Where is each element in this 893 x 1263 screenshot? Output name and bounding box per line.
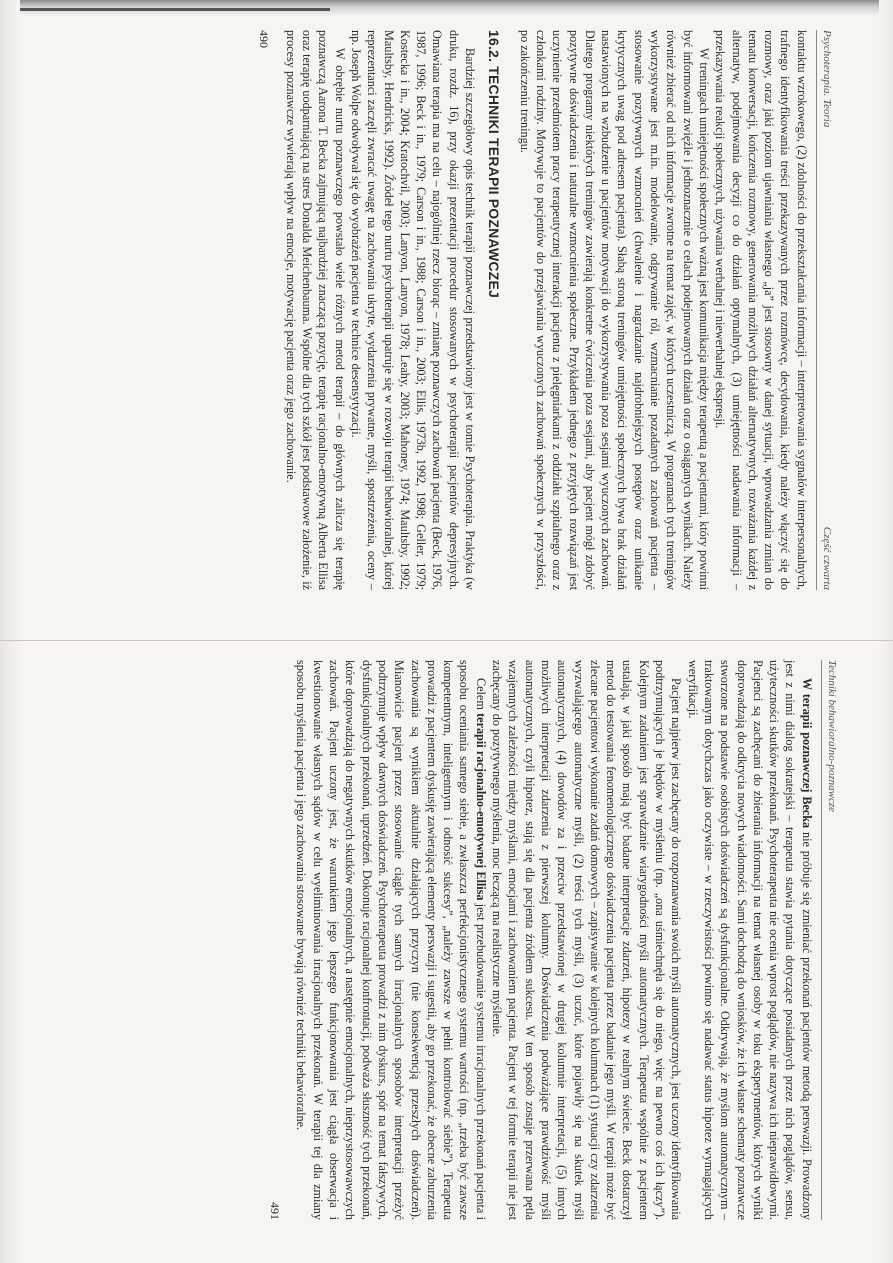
page-491 (50, 660, 840, 1220)
running-head (821, 660, 840, 1220)
page-490 (55, 30, 835, 590)
scan-artifact (0, 8, 330, 11)
running-head-right: Część czwarta (821, 526, 833, 590)
paragraph: Bardziej szczegółowy opis technik terapii poznawczej przedstawiony jest w tomie Psychoterapia. Praktyka (w druku, rozdz. 16), przy okazji prezentacji procedur stosowanych w psychoterapii pacjentów depresyjnych. Omawiana terapia ma na celu – najogólniej rzecz biorąc – zmianę poznawczych zachowań pacjenta (Beck, 1976, 1987, 1996; Beck i in., 1979; Carson i in., 1988; Carson i in., 2003; Ellis, 1973b, 1992, 1998; Geller, 1979; Kostecka i in., 2004; Kratochvil, 2003; Lanyon, Lanyon, 1978; Leahy, 2003; Mahoney, 1974; Maultsby, 1992; Maultsby, Hendricks, 1992). Źródeł tego nurtu psychoterapii upatruje się w rozwoju terapii behawioralnej, której reprezentanci zaczęli zwracać uwagę na zachowania ukryte, wydarzenia prywatne, myśli, spostrzeżenia, oceny – np. Joseph Wolpe odwoływał się do wyobrażeń pacjenta w technice desensytyzacji. (348, 30, 478, 590)
page-margin-left (0, 0, 20, 1263)
section-title: 16.2. TECHNIKI TERAPII POZNAWCZEJ (486, 30, 503, 298)
paragraph: W treningach umiejętności społecznych ważną jest komunikacja między terapeutą a pacjentami, który powinni być informowani zwięźle i jednoznacznie o celach podejmowanych działań oraz o osiąganych wynikach. Należy również zbierać od nich informacje zwrotne na temat zajęć, w których uczestniczą. W programach tych treningów wykorzystywane jest m.in. modelowanie, odgrywanie ról, wzmacnianie pozadanych zachowań pacjenta – stosowanie pozytywnych wzmocnień (chwalenie i nagradzanie najdrobniejszych postępów oraz unikanie krytycznych uwag pod adresem pacjenta). Słabą stroną treningów umiejętności społecznych bywa brak działań nastawionych na wzbudzenie u pacjentów motywacji do wykorzystywania poza sesjami wyuczonych zachowań. Dlatego programy niektórych treningów zawierają konkretne ćwiczenia poza sesjami, aby pacjent mógł zdobyć pozytywne doświadczenia i naturalne wzmocnienia społeczne. Przykładem jednego z przyjętych rozwiązań jest uczynienie przedmiotem pracy terapeutycznej interakcji pacjenta z pielęgniarkami z oddziału szpitalnego oraz z członkami rodziny. Motywuje to pacjentów do przejawiania wyuczonych zachowań społecznych w przyszłości, po zakończeniu treningu. (517, 30, 711, 590)
running-head (816, 30, 835, 590)
paragraph: Celem terapii racjonalno-emotywnej Ellisa jest przebudowanie systemu irracjonalnych przekonań pacjenta i sposobu oceniania samego siebie, a zwłaszcza perfekcjonistycznego systemu wartości (np. „trzeba być zawsze kompetentnym, inteligentnym i odnosić sukcesy”, „należy zawsze w pełni kontrolować siebie”). Terapeuta prowadzi z pacjentem dyskusję zawierającą elementy perswazji i sugestii, aby go przekonać, że obecne zaburzenia zachowania są wynikiem aktualnie działających przyczyn (nie konsekwencją przeszłych doświadczeń). Mianowicie pacjent przez stosowanie ciągle tych samych irracjonalnych sposobów interpretacji przeżyć podtrzymuje wpływ dawnych doświadczeń. Psychoterapeuta prowadzi z nim dyskurs, spór na temat fałszywych, dysfunkcjonalnych przekonań, uprzedzeń. Dokonuje racjonalnej konfrontacji, podważa słuszność tych przekonań, które doprowadzają do negatywnych skutków emocjonalnych, a następnie emocjonalnych, nieprzystosowawczych zachowań. Pacjent uczony jest, że warunkiem jego lepszego funkcjonowania jest ciągła obserwacja i kwestionowanie własnych sądów w celu wyeliminowania irracjonalnych przekonań. W terapii tej dla zmiany sposobu myślenia pacjenta i jego zachowania stosowane bywają również techniki behawioralne. (294, 660, 488, 1220)
paragraph: W obrębie nurtu poznawczego powstało wiele różnych metod terapii – do głównych zalicza się terapię poznawczą Aarona T. Becka zajmującą najbardziej znaczącą pozycję, terapię racjonalno-emotywną Alberta Ellisa oraz terapię uodparniającą na stres Donalda Meichenbauma. Wspólne dla tych szkół jest podstawowe założenie, iż procesy poznawcze wywierają wpływ na emocje, motywację pacjenta oraz jego zachowanie. (283, 30, 347, 590)
page-margin-right (879, 0, 893, 1263)
bold-term: terapii racjonalno-emotywnej Ellisa (473, 713, 488, 901)
running-head-left: Techniki behawioralno-poznawcze (826, 660, 838, 813)
running-head-left: Psychoterapia. Teoria (821, 30, 833, 128)
bold-term: W terapii poznawczej Becka (799, 678, 814, 829)
page-number: 491 (268, 1202, 283, 1220)
paragraph: W terapii poznawczej Becka nie próbuje się zmieniać przekonań pacjentów metodą perswazji. Prowadzony jest z nimi dialog sokratejski – terapeuta stawia pytania dotyczące posiadanych przez nich poglądów, sensu, użyteczności skutków przekonań. Psychoterapeuta nie ocenia wprost poglądów, nie nazywa ich nieprawidłowymi. Pacjenci są zachęcani do zbierania informacji na temat własnej osoby w toku eksperymentów, których wyniki doprowadzają do odkrycia nowych wiadomości. Sami dochodzą do wniosków, że ich własne schematy poznawcze stworzone na podstawie osobistych doświadczeń są dysfunkcjonalne. Odkrywają, że myślom automatycznym – traktowanym dotychczas jako oczywiste – w rzeczywistości powinno się nadawać status hipotez wymagających weryfikacji. (685, 660, 814, 1220)
paragraph: Pacjent najpierw jest zachęcany do rozpoznawania swoich myśli automatycznych, jest uczony identyfikowania podtrzymujących je błędów w myśleniu (np. „ona uśmiechnęła się do niego, więc na pewno coś ich łączy”). Kolejnym zadaniem jest sprawdzanie wiarygodności myśli automatycznych. Terapeuta wspólnie z pacjentem ustalają, w jaki sposób mają być badane interpretacje zdarzeń, hipotezy w realnym świecie. Beck dostarczył metod do testowania fenomenologicznego doświadczenia pacjenta przez badanie jego myśli. W terapii może być zlecane pacjentowi wykonanie zadań domowych – zapisywanie w kolejnych kolumnach (1) sytuacji czy zdarzenia wyzwalającego automatyczne myśli, (2) treści tych myśli, (3) uczuć, które pojawiły się na skutek myśli automatycznych, (4) dowodów za i przeciw przedstawionej w drugiej kolumnie interpretacji, (5) innych możliwych interpretacji zdarzenia z pierwszej kolumny. Doświadczenia podważające prawdziwość myśli automatycznych, czyli hipotez, stają się dla pacjenta źródłem sukcesu. W ten sposób zostaje przerwana pętla wzajemnych zależności między myślami, emocjami i zachowaniem pacjenta. Pacjent w tej formie terapii nie jest zachęcany do pozytywnego myślenia, moc leczącą ma realistyczne myślenie. (490, 660, 684, 1220)
paragraph: kontaktu wzrokowego, (2) zdolności do przekształcania informacji – interpretowania sygnałów interpersonalnych, trafnego identyfikowania treści przekazywanych przez rozmówcę, decydowania, kiedy należy włączyć się do rozmowy, oraz jaki poziom ujawniania własnego „ja” jest stosowny w danej sytuacji, wprowadzania zmian do tematu konwersacji, kończenia rozmowy, generowania możliwych działań alternatywnych, rozważania każdej z alternatyw, podejmowania decyzji co do działań optymalnych, (3) umiejętności nadawania informacji – przekazywania reakcji społecznych, używania werbalnej i niewerbalnej ekspresji. (713, 30, 809, 590)
page-number: 490 (257, 30, 272, 48)
page-fold (0, 640, 893, 641)
